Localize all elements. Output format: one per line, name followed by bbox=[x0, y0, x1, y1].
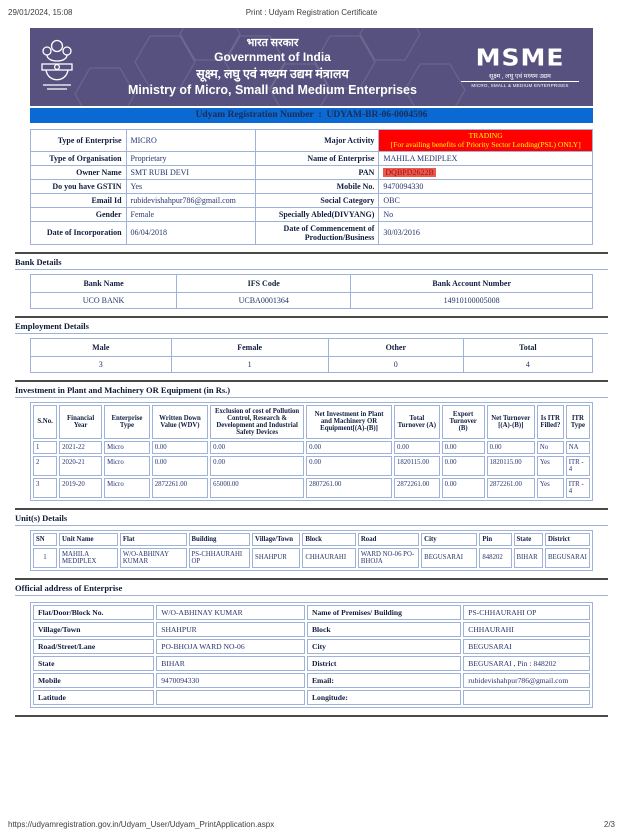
section-divider bbox=[15, 333, 608, 334]
field-value: 9470094330 bbox=[156, 673, 305, 688]
column-header: Total bbox=[463, 338, 592, 356]
investment-heading: Investment in Plant and Machinery OR Equipment (in Rs.) bbox=[15, 384, 231, 395]
table-row bbox=[33, 690, 590, 705]
cell: Yes bbox=[537, 478, 564, 498]
table-row bbox=[31, 151, 593, 165]
column-header: Building bbox=[189, 533, 251, 546]
field-value: rubidevishahpur786@gmail.com bbox=[126, 193, 255, 207]
cell: 2872261.00 bbox=[394, 478, 440, 498]
field-label: Name of Enterprise bbox=[255, 151, 379, 165]
column-header: Village/Town bbox=[252, 533, 300, 546]
cell: PS-CHHAURAHI OP bbox=[189, 548, 251, 568]
table-row bbox=[33, 478, 590, 498]
cell: 1820115.00 bbox=[487, 456, 535, 476]
pan-highlighted-text: DQBPD2622B bbox=[385, 167, 434, 177]
cell: 0.00 bbox=[210, 441, 304, 454]
bank-details-table bbox=[30, 274, 593, 309]
cell: 0.00 bbox=[487, 441, 535, 454]
section-divider bbox=[15, 595, 608, 596]
column-header: Flat bbox=[120, 533, 187, 546]
field-label: District bbox=[307, 656, 461, 671]
table-row bbox=[33, 548, 590, 568]
table-row bbox=[33, 441, 590, 454]
table-row bbox=[33, 622, 590, 637]
official-address-table bbox=[30, 602, 593, 708]
table-header-row bbox=[33, 405, 590, 439]
units-details-heading: Unit(s) Details bbox=[15, 512, 68, 523]
table-row bbox=[33, 639, 590, 654]
cell: 2807261.00 bbox=[306, 478, 392, 498]
field-value: BEGUSARAI , Pin : 848202 bbox=[463, 656, 590, 671]
field-value: MICRO bbox=[126, 130, 255, 152]
column-header: Exclusion of cost of Pollution Control, Research & Development and Industrial Safety Devices bbox=[210, 405, 304, 439]
field-value: 30/03/2016 bbox=[379, 221, 593, 244]
banner-ministry: Ministry of Micro, Small and Medium Enterprises bbox=[128, 82, 417, 97]
field-label: Specially Abled(DIVYANG) bbox=[255, 207, 379, 221]
table-row bbox=[33, 656, 590, 671]
column-header: Enterprise Type bbox=[104, 405, 150, 439]
cell: 0.00 bbox=[306, 441, 392, 454]
cell: ITR - 4 bbox=[566, 456, 590, 476]
field-value: OBC bbox=[379, 193, 593, 207]
msme-logo bbox=[461, 46, 579, 88]
field-value: BEGUSARAI bbox=[463, 639, 590, 654]
field-label: Mobile bbox=[33, 673, 154, 688]
field-label: Road/Street/Lane bbox=[33, 639, 154, 654]
section-divider bbox=[15, 380, 608, 382]
column-header: Road bbox=[358, 533, 419, 546]
column-header: Block bbox=[302, 533, 356, 546]
cell: 0.00 bbox=[442, 456, 485, 476]
table-row bbox=[31, 207, 593, 221]
cell: Micro bbox=[104, 456, 150, 476]
column-header: ITR Type bbox=[566, 405, 590, 439]
section-divider bbox=[15, 269, 608, 270]
banner-hindi-government: भारत सरकार bbox=[246, 36, 299, 49]
field-value: W/O-ABHINAY KUMAR bbox=[156, 605, 305, 620]
field-value: MAHILA MEDIPLEX bbox=[379, 151, 593, 165]
field-label: Name of Premises/ Building bbox=[307, 605, 461, 620]
registration-label: Udyam Registration Number bbox=[195, 110, 314, 120]
field-label: Date of Incorporation bbox=[31, 221, 127, 244]
employment-other: 0 bbox=[328, 356, 463, 372]
field-value: BIHAR bbox=[156, 656, 305, 671]
cell: 0.00 bbox=[210, 456, 304, 476]
cell: 0.00 bbox=[152, 441, 208, 454]
bank-name: UCO BANK bbox=[31, 292, 177, 308]
cell: Yes bbox=[537, 456, 564, 476]
column-header: Bank Name bbox=[31, 274, 177, 292]
print-header bbox=[0, 0, 623, 20]
print-footer bbox=[8, 820, 615, 829]
section-divider bbox=[15, 508, 608, 510]
cell: W/O-ABHINAY KUMAR bbox=[120, 548, 187, 568]
india-national-emblem-icon bbox=[30, 36, 84, 98]
table-header-row bbox=[31, 274, 593, 292]
ifs-code: UCBA0001364 bbox=[177, 292, 351, 308]
official-address-heading: Official address of Enterprise bbox=[15, 582, 123, 593]
field-label: Block bbox=[307, 622, 461, 637]
field-label: Longitude: bbox=[307, 690, 461, 705]
column-header: Unit Name bbox=[59, 533, 118, 546]
table-row bbox=[31, 165, 593, 179]
cell: 848202 bbox=[479, 548, 511, 568]
employment-male: 3 bbox=[31, 356, 172, 372]
cell: 65000.00 bbox=[210, 478, 304, 498]
bank-account-number: 14910100005008 bbox=[351, 292, 593, 308]
cell: 0.00 bbox=[442, 478, 485, 498]
bank-details-heading: Bank Details bbox=[15, 256, 62, 267]
column-header: Pin bbox=[479, 533, 511, 546]
field-label: City bbox=[307, 639, 461, 654]
section-divider bbox=[15, 316, 608, 318]
section-divider bbox=[15, 397, 608, 398]
field-value: PS-CHHAURAHI OP bbox=[463, 605, 590, 620]
msme-logo-acronym: MSME bbox=[475, 44, 565, 71]
enterprise-details-table bbox=[30, 129, 593, 245]
cell: Micro bbox=[104, 478, 150, 498]
field-label: Email: bbox=[307, 673, 461, 688]
field-label: Latitude bbox=[33, 690, 154, 705]
field-value bbox=[463, 690, 590, 705]
table-row bbox=[33, 456, 590, 476]
units-table bbox=[30, 530, 593, 571]
msme-logo-hindi-tagline: सूक्ष्म , लघु एवं मध्यम उद्यम bbox=[461, 71, 579, 82]
msme-logo-tagline: MICRO, SMALL & MEDIUM ENTERPRISES bbox=[471, 82, 569, 88]
field-label: Date of Commencement of Production/Business bbox=[255, 221, 379, 244]
cell: WARD NO-06 PO-BHOJA bbox=[358, 548, 419, 568]
table-row bbox=[31, 356, 593, 372]
section-divider bbox=[15, 578, 608, 580]
column-header: City bbox=[421, 533, 477, 546]
column-header: State bbox=[514, 533, 543, 546]
column-header: Written Down Value (WDV) bbox=[152, 405, 208, 439]
field-label: Do you have GSTIN bbox=[31, 179, 127, 193]
cell: 0.00 bbox=[394, 441, 440, 454]
column-header: Total Turnover (A) bbox=[394, 405, 440, 439]
column-header: IFS Code bbox=[177, 274, 351, 292]
column-header: Is ITR Filled? bbox=[537, 405, 564, 439]
column-header: Male bbox=[31, 338, 172, 356]
cell: 0.00 bbox=[306, 456, 392, 476]
cell: NA bbox=[566, 441, 590, 454]
section-divider bbox=[15, 715, 608, 717]
major-activity-line2: [For availing benefits of Priority Sector Lending(PSL) ONLY] bbox=[390, 140, 581, 150]
major-activity-value bbox=[379, 130, 593, 152]
field-value: No bbox=[379, 207, 593, 221]
cell: 2 bbox=[33, 456, 57, 476]
cell: 0.00 bbox=[442, 441, 485, 454]
cell: 1820115.00 bbox=[394, 456, 440, 476]
table-row bbox=[33, 605, 590, 620]
field-value bbox=[156, 690, 305, 705]
table-row bbox=[33, 673, 590, 688]
cell: 1 bbox=[33, 548, 57, 568]
field-label: Social Category bbox=[255, 193, 379, 207]
field-value: SMT RUBI DEVI bbox=[126, 165, 255, 179]
column-header: Net Turnover [(A)-(B)] bbox=[487, 405, 535, 439]
udyam-registration-bar bbox=[30, 108, 593, 123]
investment-table bbox=[30, 402, 593, 501]
field-label: Type of Enterprise bbox=[31, 130, 127, 152]
employment-details-table bbox=[30, 338, 593, 373]
banner-government-of-india: Government of India bbox=[214, 50, 331, 65]
field-label: Email Id bbox=[31, 193, 127, 207]
table-row bbox=[31, 221, 593, 244]
employment-female: 1 bbox=[171, 356, 328, 372]
cell: 2872261.00 bbox=[152, 478, 208, 498]
field-label: Flat/Door/Block No. bbox=[33, 605, 154, 620]
field-label: Mobile No. bbox=[255, 179, 379, 193]
column-header: Bank Account Number bbox=[351, 274, 593, 292]
employment-details-heading: Employment Details bbox=[15, 320, 89, 331]
field-value: rubidevishahpur786@gmail.com bbox=[463, 673, 590, 688]
column-header: Net Investment in Plant and Machinery OR Equipment[(A)-(B)] bbox=[306, 405, 392, 439]
column-header: District bbox=[545, 533, 590, 546]
cell: 0.00 bbox=[152, 456, 208, 476]
field-value: 06/04/2018 bbox=[126, 221, 255, 244]
cell: 2019-20 bbox=[59, 478, 102, 498]
cell: SHAHPUR bbox=[252, 548, 300, 568]
column-header: Female bbox=[171, 338, 328, 356]
field-value: CHHAURAHI bbox=[463, 622, 590, 637]
major-activity-line1: TRADING bbox=[468, 131, 503, 140]
cell: BEGUSARAI bbox=[545, 548, 590, 568]
cell: 2021-22 bbox=[59, 441, 102, 454]
field-value: Yes bbox=[126, 179, 255, 193]
field-value: PO-BHOJA WARD NO-06 bbox=[156, 639, 305, 654]
registration-number: UDYAM-BR-06-0004596 bbox=[326, 110, 428, 120]
table-row bbox=[31, 193, 593, 207]
print-datetime: 29/01/2024, 15:08 bbox=[8, 8, 73, 17]
pan-value bbox=[379, 165, 593, 179]
field-label: Type of Organisation bbox=[31, 151, 127, 165]
cell: 1 bbox=[33, 441, 57, 454]
field-label: PAN bbox=[255, 165, 379, 179]
cell: ITR - 4 bbox=[566, 478, 590, 498]
print-footer-url: https://udyamregistration.gov.in/Udyam_User/Udyam_PrintApplication.aspx bbox=[8, 820, 275, 829]
cell: 2020-21 bbox=[59, 456, 102, 476]
field-label: Gender bbox=[31, 207, 127, 221]
field-value: Proprietary bbox=[126, 151, 255, 165]
cell: BEGUSARAI bbox=[421, 548, 477, 568]
field-label: Major Activity bbox=[255, 130, 379, 152]
column-header: S.No. bbox=[33, 405, 57, 439]
table-row bbox=[31, 130, 593, 152]
column-header: Export Turnover (B) bbox=[442, 405, 485, 439]
table-header-row bbox=[33, 533, 590, 546]
employment-total: 4 bbox=[463, 356, 592, 372]
print-footer-page: 2/3 bbox=[603, 820, 615, 829]
field-value: SHAHPUR bbox=[156, 622, 305, 637]
cell: MAHILA MEDIPLEX bbox=[59, 548, 118, 568]
cell: 3 bbox=[33, 478, 57, 498]
table-row bbox=[31, 179, 593, 193]
table-header-row bbox=[31, 338, 593, 356]
section-divider bbox=[15, 252, 608, 254]
column-header: Other bbox=[328, 338, 463, 356]
field-label: Village/Town bbox=[33, 622, 154, 637]
cell: No bbox=[537, 441, 564, 454]
registration-separator: : bbox=[318, 110, 322, 120]
section-divider bbox=[15, 525, 608, 526]
field-value: 9470094330 bbox=[379, 179, 593, 193]
field-label: State bbox=[33, 656, 154, 671]
print-title: Print : Udyam Registration Certificate bbox=[245, 8, 378, 17]
cell: 2872261.00 bbox=[487, 478, 535, 498]
banner-titles bbox=[84, 36, 461, 98]
gov-banner bbox=[30, 28, 593, 106]
field-label: Owner Name bbox=[31, 165, 127, 179]
field-value: Female bbox=[126, 207, 255, 221]
table-row bbox=[31, 292, 593, 308]
cell: BIHAR bbox=[514, 548, 543, 568]
column-header: Financial Year bbox=[59, 405, 102, 439]
cell: Micro bbox=[104, 441, 150, 454]
banner-hindi-ministry: सूक्ष्म, लघु एवं मध्यम उद्यम मंत्रालय bbox=[196, 66, 349, 81]
cell: CHHAURAHI bbox=[302, 548, 356, 568]
column-header: SN bbox=[33, 533, 57, 546]
